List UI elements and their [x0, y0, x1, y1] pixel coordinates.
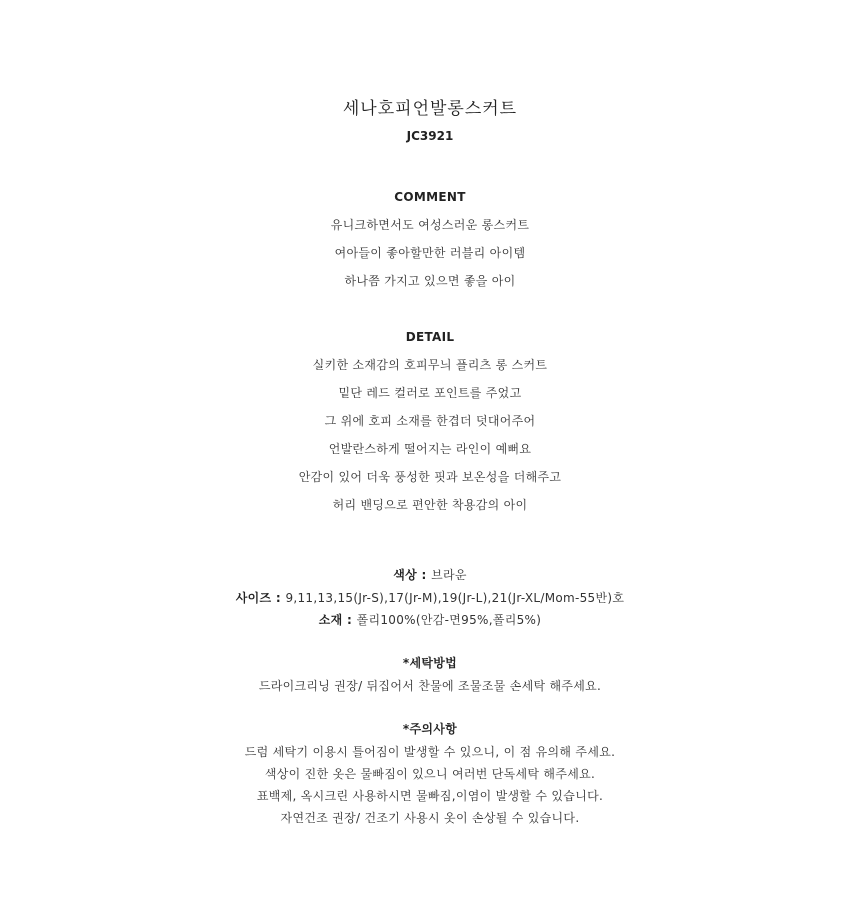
detail-line: 허리 밴딩으로 편안한 착용감의 아이	[332, 498, 528, 512]
detail-heading: DETAIL	[405, 330, 455, 344]
spec-material	[0, 611, 860, 629]
caution-line: 표백제, 옥시크린 사용하시면 물빠짐,이염이 발생할 수 있습니다.	[256, 789, 604, 803]
detail-line: 안감이 있어 더욱 풍성한 핏과 보온성을 더해주고	[298, 470, 562, 484]
spec-size-label: 사이즈 :	[235, 591, 286, 605]
detail-line: 밑단 레드 컬러로 포인트를 주었고	[338, 386, 522, 400]
comment-line: 하나쯤 가지고 있으면 좋을 아이	[344, 274, 516, 288]
detail-line: 실키한 소재감의 호피무늬 플리츠 롱 스커트	[312, 358, 548, 372]
spec-color	[0, 566, 860, 584]
caution-title: *주의사항	[402, 722, 458, 736]
comment-line: 유니크하면서도 여성스러운 롱스커트	[330, 218, 530, 232]
spec-color-value: 브라운	[431, 568, 467, 582]
detail-line: 그 위에 호피 소재를 한겹더 덧대어주어	[324, 414, 536, 428]
caution-line: 드럼 세탁기 이용시 틀어짐이 발생할 수 있으니, 이 점 유의해 주세요.	[244, 745, 616, 759]
washing-line: 드라이크리닝 권장/ 뒤집어서 찬물에 조물조물 손세탁 해주세요.	[258, 679, 602, 693]
comment-line: 여아들이 좋아할만한 러블리 아이템	[334, 246, 526, 260]
spec-material-value: 폴리100%(안감-면95%,폴리5%)	[356, 613, 542, 627]
caution-line: 색상이 진한 옷은 물빠짐이 있으니 여러번 단독세탁 해주세요.	[264, 767, 596, 781]
spec-size	[0, 589, 860, 607]
spec-material-label: 소재 :	[318, 613, 357, 627]
washing-title: *세탁방법	[402, 656, 458, 670]
spec-size-value: 9,11,13,15(Jr-S),17(Jr-M),19(Jr-L),21(Jr-XL/Mom-55반)호	[285, 591, 625, 605]
product-title: 세나호피언발롱스커트	[342, 99, 518, 119]
detail-line: 언발란스하게 떨어지는 라인이 예뻐요	[328, 442, 532, 456]
caution-line: 자연건조 권장/ 건조기 사용시 옷이 손상될 수 있습니다.	[280, 811, 580, 825]
comment-heading: COMMENT	[394, 190, 466, 204]
product-code: JC3921	[406, 129, 454, 143]
spec-color-label: 색상 :	[393, 568, 432, 582]
